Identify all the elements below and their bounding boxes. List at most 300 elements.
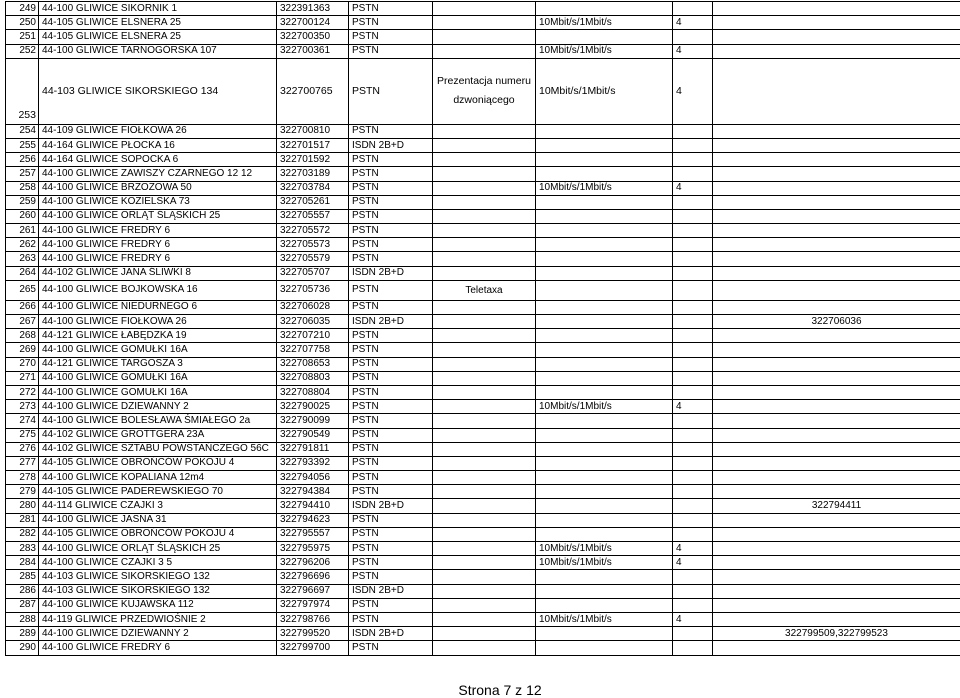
row-number: 267: [6, 315, 39, 329]
service-note-cell: [433, 195, 536, 209]
bandwidth-cell: [536, 300, 673, 314]
extra-numbers-cell: [713, 44, 960, 58]
extra-numbers-cell: [713, 414, 960, 428]
phone-number-cell: 322708803: [277, 371, 349, 385]
bandwidth-cell: [536, 343, 673, 357]
extra-numbers-cell: [713, 138, 960, 152]
table-body: [6, 2, 960, 656]
address-cell: 44-105 GLIWICE OBROŃCÓW POKOJU 4: [39, 456, 277, 470]
bandwidth-cell: 10Mbit/s/1Mbit/s: [536, 400, 673, 414]
extra-numbers-cell: [713, 181, 960, 195]
service-note-cell: [433, 300, 536, 314]
service-note-cell: Teletaxa: [433, 280, 536, 300]
phone-number-cell: 322705572: [277, 224, 349, 238]
line-type-cell: PSTN: [349, 400, 433, 414]
bandwidth-cell: [536, 357, 673, 371]
quantity-cell: 4: [673, 612, 713, 626]
bandwidth-cell: [536, 30, 673, 44]
bandwidth-cell: [536, 584, 673, 598]
service-note-cell: [433, 499, 536, 513]
service-note-cell: [433, 414, 536, 428]
quantity-cell: [673, 280, 713, 300]
address-cell: 44-100 GLIWICE GOMUŁKI 16A: [39, 371, 277, 385]
row-number: 272: [6, 385, 39, 399]
bandwidth-cell: 10Mbit/s/1Mbit/s: [536, 612, 673, 626]
quantity-cell: 4: [673, 58, 713, 124]
quantity-cell: [673, 195, 713, 209]
line-type-cell: PSTN: [349, 513, 433, 527]
service-note-cell: [433, 584, 536, 598]
service-note-cell: [433, 570, 536, 584]
extra-numbers-cell: [713, 153, 960, 167]
address-cell: 44-105 GLIWICE ELSNERA 25: [39, 30, 277, 44]
address-cell: 44-100 GLIWICE ORLĄT ŚLĄSKICH 25: [39, 209, 277, 223]
address-cell: 44-100 GLIWICE BOJKOWSKA 16: [39, 280, 277, 300]
service-note-cell: [433, 153, 536, 167]
quantity-cell: [673, 499, 713, 513]
extra-numbers-cell: [713, 300, 960, 314]
quantity-cell: [673, 30, 713, 44]
table-row: [6, 542, 960, 556]
line-type-cell: PSTN: [349, 167, 433, 181]
line-type-cell: PSTN: [349, 357, 433, 371]
service-note-cell: [433, 266, 536, 280]
row-number: 288: [6, 612, 39, 626]
row-number: 255: [6, 138, 39, 152]
bandwidth-cell: [536, 527, 673, 541]
bandwidth-cell: [536, 153, 673, 167]
service-note-cell: [433, 167, 536, 181]
extra-numbers-cell: [713, 442, 960, 456]
row-number: 256: [6, 153, 39, 167]
address-cell: 44-100 GLIWICE FREDRY 6: [39, 641, 277, 655]
line-type-cell: PSTN: [349, 456, 433, 470]
quantity-cell: [673, 371, 713, 385]
address-cell: 44-100 GLIWICE KUJAWSKA 112: [39, 598, 277, 612]
address-cell: 44-100 GLIWICE JASNA 31: [39, 513, 277, 527]
line-type-cell: ISDN 2B+D: [349, 315, 433, 329]
phone-number-cell: 322798766: [277, 612, 349, 626]
phone-number-cell: 322701592: [277, 153, 349, 167]
extra-numbers-cell: [713, 428, 960, 442]
address-cell: 44-100 GLIWICE TARNOGÓRSKA 107: [39, 44, 277, 58]
table-row: [6, 2, 960, 16]
service-note-cell: [433, 2, 536, 16]
row-number: 285: [6, 570, 39, 584]
phone-number-cell: 322796697: [277, 584, 349, 598]
service-note-cell: [433, 371, 536, 385]
phone-number-cell: 322794623: [277, 513, 349, 527]
bandwidth-cell: [536, 570, 673, 584]
row-number: 287: [6, 598, 39, 612]
extra-numbers-cell: [713, 612, 960, 626]
row-number: 270: [6, 357, 39, 371]
table-row: [6, 300, 960, 314]
phone-number-cell: 322790025: [277, 400, 349, 414]
address-cell: 44-102 GLIWICE JANA ŚLIWKI 8: [39, 266, 277, 280]
phone-number-cell: 322799520: [277, 627, 349, 641]
table-row: [6, 627, 960, 641]
address-cell: 44-164 GLIWICE PŁOCKA 16: [39, 138, 277, 152]
row-number: 263: [6, 252, 39, 266]
address-cell: 44-100 GLIWICE ORLĄT ŚLĄSKICH 25: [39, 542, 277, 556]
quantity-cell: [673, 266, 713, 280]
service-note-cell: [433, 357, 536, 371]
line-type-cell: PSTN: [349, 343, 433, 357]
quantity-cell: [673, 456, 713, 470]
row-number: 280: [6, 499, 39, 513]
phone-number-cell: 322796696: [277, 570, 349, 584]
phone-number-cell: 322391363: [277, 2, 349, 16]
service-note-cell: [433, 598, 536, 612]
row-number: 258: [6, 181, 39, 195]
row-number: 260: [6, 209, 39, 223]
phone-number-cell: 322707758: [277, 343, 349, 357]
row-number: 274: [6, 414, 39, 428]
address-cell: 44-121 GLIWICE TARGOSZA 3: [39, 357, 277, 371]
row-number: 279: [6, 485, 39, 499]
line-type-cell: PSTN: [349, 280, 433, 300]
row-number: 257: [6, 167, 39, 181]
address-cell: 44-102 GLIWICE SZTABU POWSTAŃCZEGO 56C: [39, 442, 277, 456]
bandwidth-cell: [536, 598, 673, 612]
table-row: [6, 641, 960, 655]
extra-numbers-cell: [713, 357, 960, 371]
service-note-cell: [433, 471, 536, 485]
line-type-cell: PSTN: [349, 224, 433, 238]
address-cell: 44-100 GLIWICE FREDRY 6: [39, 252, 277, 266]
bandwidth-cell: [536, 442, 673, 456]
bandwidth-cell: [536, 371, 673, 385]
extra-numbers-cell: [713, 238, 960, 252]
extra-numbers-cell: [713, 2, 960, 16]
service-note-cell: [433, 542, 536, 556]
extra-numbers-cell: [713, 58, 960, 124]
extra-numbers-cell: [713, 485, 960, 499]
phone-number-cell: 322705579: [277, 252, 349, 266]
service-note-cell: [433, 442, 536, 456]
row-number: 264: [6, 266, 39, 280]
quantity-cell: [673, 2, 713, 16]
table-row: [6, 16, 960, 30]
phone-number-cell: 322794410: [277, 499, 349, 513]
service-note-cell: [433, 238, 536, 252]
extra-numbers-cell: [713, 30, 960, 44]
extra-numbers-cell: [713, 343, 960, 357]
row-number: 284: [6, 556, 39, 570]
line-type-cell: PSTN: [349, 598, 433, 612]
quantity-cell: [673, 471, 713, 485]
service-note-cell: [433, 456, 536, 470]
table-row: [6, 400, 960, 414]
row-number: 249: [6, 2, 39, 16]
line-type-cell: PSTN: [349, 209, 433, 223]
quantity-cell: [673, 357, 713, 371]
quantity-cell: 4: [673, 400, 713, 414]
address-cell: 44-100 GLIWICE GOMUŁKI 16A: [39, 343, 277, 357]
address-cell: 44-164 GLIWICE SOPOCKA 6: [39, 153, 277, 167]
row-number: 276: [6, 442, 39, 456]
quantity-cell: [673, 385, 713, 399]
row-number: 273: [6, 400, 39, 414]
table-row: [6, 556, 960, 570]
address-cell: 44-100 GLIWICE BOLESŁAWA ŚMIAŁEGO 2a: [39, 414, 277, 428]
address-cell: 44-100 GLIWICE KOZIELSKA 73: [39, 195, 277, 209]
line-type-cell: PSTN: [349, 556, 433, 570]
line-type-cell: PSTN: [349, 471, 433, 485]
table-row: [6, 266, 960, 280]
line-type-cell: ISDN 2B+D: [349, 627, 433, 641]
bandwidth-cell: [536, 124, 673, 138]
service-note-cell: [433, 224, 536, 238]
extra-numbers-cell: 322794411: [713, 499, 960, 513]
service-note-cell: [433, 16, 536, 30]
row-number: 261: [6, 224, 39, 238]
extra-numbers-cell: [713, 584, 960, 598]
bandwidth-cell: 10Mbit/s/1Mbit/s: [536, 44, 673, 58]
line-type-cell: PSTN: [349, 612, 433, 626]
extra-numbers-cell: [713, 400, 960, 414]
service-note-cell: [433, 315, 536, 329]
bandwidth-cell: [536, 627, 673, 641]
extra-numbers-cell: [713, 598, 960, 612]
table-row: [6, 612, 960, 626]
line-type-cell: PSTN: [349, 44, 433, 58]
phone-number-cell: 322700765: [277, 58, 349, 124]
phone-number-cell: 322705573: [277, 238, 349, 252]
line-type-cell: PSTN: [349, 641, 433, 655]
phone-number-cell: 322705261: [277, 195, 349, 209]
table-row: [6, 181, 960, 195]
service-note-cell: [433, 641, 536, 655]
phone-number-cell: 322797974: [277, 598, 349, 612]
table-row: [6, 44, 960, 58]
table-row: [6, 513, 960, 527]
extra-numbers-cell: [713, 513, 960, 527]
table-row: [6, 456, 960, 470]
address-cell: 44-121 GLIWICE ŁABĘDZKA 19: [39, 329, 277, 343]
table-row: [6, 385, 960, 399]
quantity-cell: [673, 329, 713, 343]
phone-number-cell: 322700124: [277, 16, 349, 30]
line-type-cell: PSTN: [349, 428, 433, 442]
row-number: 282: [6, 527, 39, 541]
quantity-cell: [673, 627, 713, 641]
line-type-cell: PSTN: [349, 385, 433, 399]
service-note-cell: [433, 124, 536, 138]
phone-number-cell: 322790099: [277, 414, 349, 428]
phone-number-cell: 322795975: [277, 542, 349, 556]
address-cell: 44-103 GLIWICE SIKORSKIEGO 132: [39, 570, 277, 584]
table-row: [6, 357, 960, 371]
extra-numbers-cell: [713, 329, 960, 343]
line-type-cell: PSTN: [349, 58, 433, 124]
service-note-cell: [433, 181, 536, 195]
address-cell: 44-109 GLIWICE FIOŁKOWA 26: [39, 124, 277, 138]
service-note-cell: [433, 252, 536, 266]
quantity-cell: [673, 641, 713, 655]
table-row: [6, 315, 960, 329]
line-type-cell: ISDN 2B+D: [349, 584, 433, 598]
table-row: [6, 238, 960, 252]
service-note-cell: [433, 400, 536, 414]
quantity-cell: [673, 252, 713, 266]
quantity-cell: [673, 513, 713, 527]
phone-number-cell: 322701517: [277, 138, 349, 152]
phone-number-cell: 322706028: [277, 300, 349, 314]
quantity-cell: [673, 570, 713, 584]
bandwidth-cell: [536, 195, 673, 209]
bandwidth-cell: [536, 238, 673, 252]
extra-numbers-cell: [713, 16, 960, 30]
service-note-cell: [433, 612, 536, 626]
service-note-cell: [433, 428, 536, 442]
extra-numbers-cell: [713, 195, 960, 209]
table-row: [6, 499, 960, 513]
bandwidth-cell: [536, 485, 673, 499]
phone-number-cell: 322705707: [277, 266, 349, 280]
extra-numbers-cell: [713, 471, 960, 485]
service-note-cell: [433, 385, 536, 399]
bandwidth-cell: [536, 167, 673, 181]
quantity-cell: [673, 442, 713, 456]
line-type-cell: PSTN: [349, 2, 433, 16]
line-type-cell: PSTN: [349, 153, 433, 167]
line-type-cell: PSTN: [349, 252, 433, 266]
row-number: 271: [6, 371, 39, 385]
table-row: [6, 471, 960, 485]
lines-table: [5, 1, 960, 656]
extra-numbers-cell: [713, 209, 960, 223]
bandwidth-cell: [536, 315, 673, 329]
table-row: [6, 252, 960, 266]
row-number: 278: [6, 471, 39, 485]
bandwidth-cell: [536, 428, 673, 442]
quantity-cell: 4: [673, 556, 713, 570]
address-cell: 44-114 GLIWICE CZAJKI 3: [39, 499, 277, 513]
service-note-cell: [433, 209, 536, 223]
quantity-cell: [673, 428, 713, 442]
row-number: 277: [6, 456, 39, 470]
table-row: [6, 195, 960, 209]
extra-numbers-cell: [713, 542, 960, 556]
row-number: 281: [6, 513, 39, 527]
quantity-cell: [673, 315, 713, 329]
quantity-cell: 4: [673, 16, 713, 30]
extra-numbers-cell: [713, 456, 960, 470]
row-number: 252: [6, 44, 39, 58]
extra-numbers-cell: [713, 224, 960, 238]
quantity-cell: [673, 153, 713, 167]
row-number: 250: [6, 16, 39, 30]
table-row: [6, 442, 960, 456]
table-row: [6, 30, 960, 44]
bandwidth-cell: 10Mbit/s/1Mbit/s: [536, 181, 673, 195]
row-number: 269: [6, 343, 39, 357]
phone-number-cell: 322705557: [277, 209, 349, 223]
row-number: 266: [6, 300, 39, 314]
service-note-cell: [433, 329, 536, 343]
service-note-cell: [433, 485, 536, 499]
phone-number-cell: 322705736: [277, 280, 349, 300]
quantity-cell: [673, 414, 713, 428]
table-row: [6, 428, 960, 442]
service-note-cell: [433, 627, 536, 641]
table-row: [6, 138, 960, 152]
address-cell: 44-103 GLIWICE SIKORSKIEGO 134: [39, 58, 277, 124]
table-row: [6, 167, 960, 181]
phone-number-cell: 322700350: [277, 30, 349, 44]
row-number: 268: [6, 329, 39, 343]
table-row: [6, 58, 960, 124]
address-cell: 44-100 GLIWICE DZIEWANNY 2: [39, 400, 277, 414]
table-row: [6, 153, 960, 167]
bandwidth-cell: [536, 456, 673, 470]
table-row: [6, 124, 960, 138]
extra-numbers-cell: [713, 641, 960, 655]
extra-numbers-cell: 322799509,322799523: [713, 627, 960, 641]
phone-number-cell: 322794384: [277, 485, 349, 499]
extra-numbers-cell: [713, 266, 960, 280]
extra-numbers-cell: [713, 570, 960, 584]
quantity-cell: [673, 584, 713, 598]
bandwidth-cell: [536, 224, 673, 238]
address-cell: 44-100 GLIWICE BRZOZOWA 50: [39, 181, 277, 195]
bandwidth-cell: 10Mbit/s/1Mbit/s: [536, 16, 673, 30]
bandwidth-cell: [536, 280, 673, 300]
table-row: [6, 280, 960, 300]
address-cell: 44-100 GLIWICE GOMUŁKI 16A: [39, 385, 277, 399]
quantity-cell: [673, 138, 713, 152]
line-type-cell: PSTN: [349, 414, 433, 428]
bandwidth-cell: [536, 499, 673, 513]
bandwidth-cell: [536, 329, 673, 343]
table-row: [6, 224, 960, 238]
line-type-cell: ISDN 2B+D: [349, 138, 433, 152]
table-row: [6, 527, 960, 541]
quantity-cell: [673, 167, 713, 181]
extra-numbers-cell: 322706036: [713, 315, 960, 329]
line-type-cell: PSTN: [349, 570, 433, 584]
bandwidth-cell: [536, 2, 673, 16]
row-number: 289: [6, 627, 39, 641]
extra-numbers-cell: [713, 527, 960, 541]
quantity-cell: [673, 224, 713, 238]
line-type-cell: PSTN: [349, 181, 433, 195]
line-type-cell: PSTN: [349, 124, 433, 138]
row-number: 254: [6, 124, 39, 138]
quantity-cell: [673, 209, 713, 223]
address-cell: 44-105 GLIWICE OBROŃCÓW POKOJU 4: [39, 527, 277, 541]
address-cell: 44-100 GLIWICE NIEDURNEGO 6: [39, 300, 277, 314]
extra-numbers-cell: [713, 252, 960, 266]
table-row: [6, 584, 960, 598]
quantity-cell: [673, 300, 713, 314]
bandwidth-cell: [536, 641, 673, 655]
phone-number-cell: 322703189: [277, 167, 349, 181]
address-cell: 44-100 GLIWICE DZIEWANNY 2: [39, 627, 277, 641]
bandwidth-cell: [536, 252, 673, 266]
table-row: [6, 414, 960, 428]
address-cell: 44-102 GLIWICE GROTTGERA 23A: [39, 428, 277, 442]
phone-number-cell: 322707210: [277, 329, 349, 343]
line-type-cell: PSTN: [349, 30, 433, 44]
address-cell: 44-119 GLIWICE PRZEDWIOŚNIE 2: [39, 612, 277, 626]
line-type-cell: PSTN: [349, 485, 433, 499]
address-cell: 44-103 GLIWICE SIKORSKIEGO 132: [39, 584, 277, 598]
line-type-cell: PSTN: [349, 195, 433, 209]
row-number: 283: [6, 542, 39, 556]
